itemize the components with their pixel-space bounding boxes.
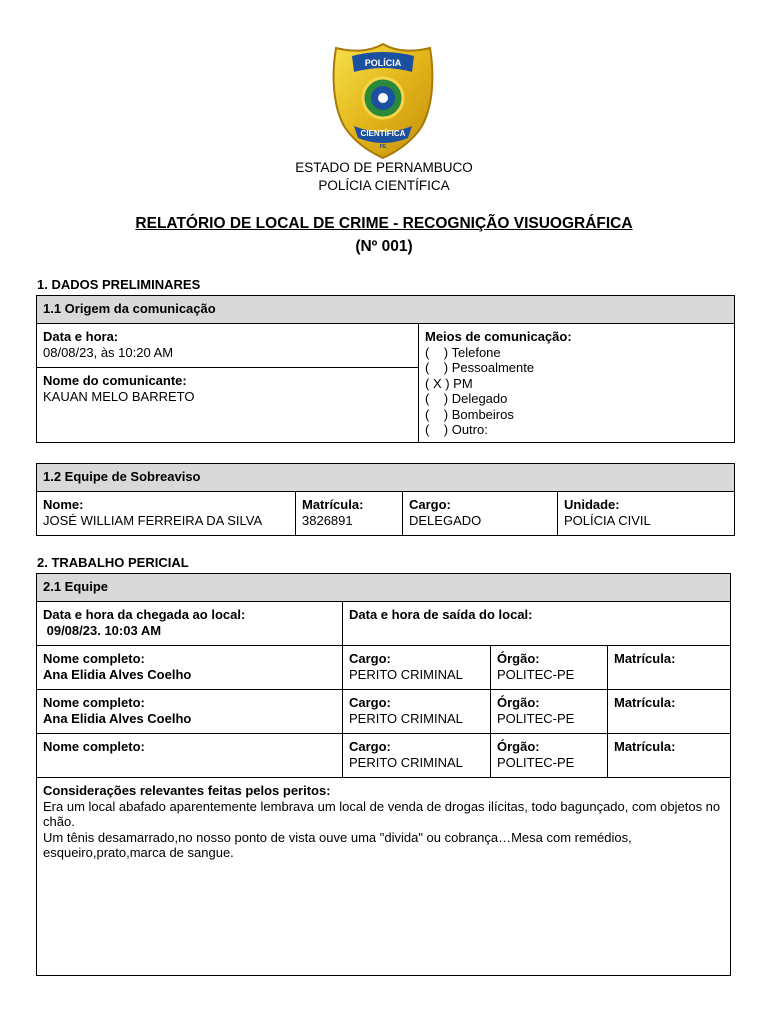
origem-table xyxy=(36,295,735,443)
meios-option-pessoalmente: ( ) Pessoalmente xyxy=(425,360,535,375)
report-number: (Nº 001) xyxy=(355,238,413,255)
member-nome-value: Ana Elidia Alves Coelho xyxy=(43,710,192,726)
sobreaviso-unidade-value: POLÍCIA CIVIL xyxy=(564,512,651,528)
member-matricula-label: Matrícula: xyxy=(614,695,676,710)
equipe-heading: 2.1 Equipe xyxy=(37,574,731,602)
member-matricula-cell xyxy=(608,734,731,778)
sobreaviso-cargo-value: DELEGADO xyxy=(409,512,482,528)
member-orgao-label: Órgão: xyxy=(497,651,540,666)
member-orgao-cell xyxy=(491,690,608,734)
comunicante-label: Nome do comunicante: xyxy=(43,373,187,388)
member-orgao-value: POLITEC-PE xyxy=(497,666,575,682)
member-cargo-cell xyxy=(343,690,491,734)
member-cargo-label: Cargo: xyxy=(349,695,391,710)
consideracoes-cell xyxy=(37,778,731,976)
saida-label: Data e hora de saída do local: xyxy=(349,607,533,622)
member-matricula-label: Matrícula: xyxy=(614,651,676,666)
member-matricula-cell xyxy=(608,646,731,690)
meios-option-outro: ( ) Outro: xyxy=(425,422,488,437)
member-cargo-cell xyxy=(343,734,491,778)
consideracoes-text-1: Era um local abafado aparentemente lembrava um local de venda de drogas ilícitas, todo bagunçado, com objetos no chão. xyxy=(43,798,721,829)
section-1-heading: 1. DADOS PRELIMINARES xyxy=(37,277,201,292)
date-value: 08/08/23, às 10:20 AM xyxy=(43,344,174,360)
consideracoes-text-2: Um tênis desamarrado,no nosso ponto de vista ouve uma "divida" ou cobrança…Mesa com remédios, esqueiro,prato,marca de sangue. xyxy=(43,829,632,860)
section-2-heading: 2. TRABALHO PERICIAL xyxy=(37,555,189,570)
meios-option-bombeiros: ( ) Bombeiros xyxy=(425,406,514,422)
member-orgao-cell xyxy=(491,734,608,778)
saida-cell xyxy=(343,602,731,646)
agency-name: POLÍCIA CIENTÍFICA xyxy=(318,178,450,193)
report-title: RELATÓRIO DE LOCAL DE CRIME - RECOGNIÇÃO VISUOGRÁFICA xyxy=(135,215,633,232)
member-cargo-value: PERITO CRIMINAL xyxy=(349,666,463,682)
sobreaviso-unidade-cell xyxy=(558,492,735,536)
sobreaviso-cargo-label: Cargo: xyxy=(409,497,451,512)
member-orgao-cell xyxy=(491,646,608,690)
sobreaviso-nome-label: Nome: xyxy=(43,497,84,512)
sobreaviso-table xyxy=(36,463,735,536)
meios-option-telefone: ( ) Telefone xyxy=(425,344,501,360)
member-matricula-cell xyxy=(608,690,731,734)
member-nome-cell xyxy=(37,646,343,690)
meios-option-pm: ( X ) PM xyxy=(425,375,473,391)
member-orgao-value: POLITEC-PE xyxy=(497,754,575,770)
member-cargo-value: PERITO CRIMINAL xyxy=(349,754,463,770)
origem-heading: 1.1 Origem da comunicação xyxy=(37,296,735,324)
sobreaviso-nome-value: JOSÉ WILLIAM FERREIRA DA SILVA xyxy=(43,512,263,528)
date-cell xyxy=(37,324,419,368)
member-orgao-value: POLITEC-PE xyxy=(497,710,575,726)
sobreaviso-matricula-value: 3826891 xyxy=(302,512,353,528)
meios-option-delegado: ( ) Delegado xyxy=(425,391,508,406)
date-label: Data e hora: xyxy=(43,329,119,344)
chegada-value: 09/08/23. 10:03 AM xyxy=(43,622,162,638)
sobreaviso-unidade-label: Unidade: xyxy=(564,497,620,512)
sobreaviso-nome-cell xyxy=(37,492,296,536)
member-cargo-value: PERITO CRIMINAL xyxy=(349,710,463,726)
member-orgao-label: Órgão: xyxy=(497,739,540,754)
meios-label: Meios de comunicação: xyxy=(425,329,572,344)
member-cargo-label: Cargo: xyxy=(349,651,391,666)
member-nome-cell xyxy=(37,734,343,778)
svg-text:POLÍCIA: POLÍCIA xyxy=(364,58,402,68)
comunicante-value: KAUAN MELO BARRETO xyxy=(43,388,195,404)
chegada-label: Data e hora da chegada ao local: xyxy=(43,607,246,622)
table-row xyxy=(37,690,731,734)
table-row xyxy=(37,646,731,690)
member-cargo-cell xyxy=(343,646,491,690)
consideracoes-label: Considerações relevantes feitas pelos peritos: xyxy=(43,783,331,798)
chegada-cell xyxy=(37,602,343,646)
table-row xyxy=(37,734,731,778)
member-nome-label: Nome completo: xyxy=(43,739,145,754)
comunicante-cell xyxy=(37,368,419,443)
member-nome-cell xyxy=(37,690,343,734)
member-nome-label: Nome completo: xyxy=(43,695,145,710)
member-orgao-label: Órgão: xyxy=(497,695,540,710)
member-cargo-label: Cargo: xyxy=(349,739,391,754)
state-name: ESTADO DE PERNAMBUCO xyxy=(295,160,473,175)
svg-text:PE: PE xyxy=(379,144,387,150)
meios-cell xyxy=(419,324,735,443)
svg-text:CIENTÍFICA: CIENTÍFICA xyxy=(360,129,406,138)
member-nome-value: Ana Elidia Alves Coelho xyxy=(43,666,192,682)
sobreaviso-cargo-cell xyxy=(403,492,558,536)
sobreaviso-matricula-label: Matrícula: xyxy=(302,497,364,512)
sobreaviso-heading: 1.2 Equipe de Sobreaviso xyxy=(37,464,735,492)
equipe-table xyxy=(36,573,731,976)
sobreaviso-matricula-cell xyxy=(296,492,403,536)
policia-cientifica-badge-logo xyxy=(330,42,436,160)
member-nome-label: Nome completo: xyxy=(43,651,145,666)
member-matricula-label: Matrícula: xyxy=(614,739,676,754)
